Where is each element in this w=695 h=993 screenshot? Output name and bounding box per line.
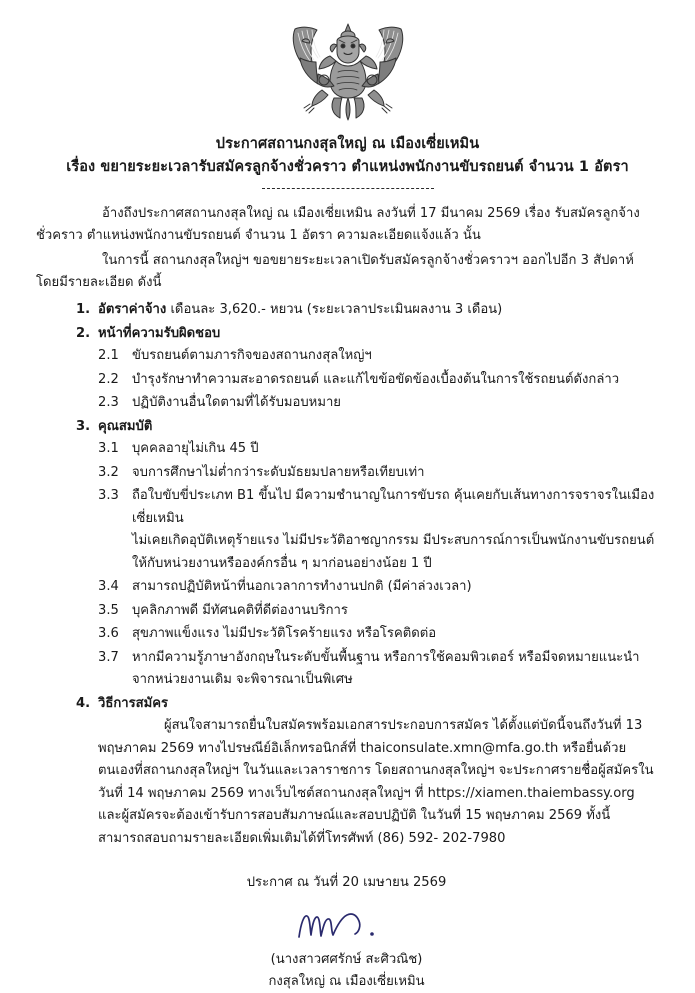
section-item-4 bbox=[36, 693, 657, 851]
subitem-number-2-3: 2.3 bbox=[98, 395, 119, 411]
subitem-number-3-1: 3.1 bbox=[98, 441, 119, 457]
signatory-name: (นางสาวศศรักษ์ สะศิวณิช) bbox=[270, 951, 423, 967]
subitem-3-6 bbox=[98, 623, 657, 646]
signature-block bbox=[36, 872, 657, 993]
section-title-rest-1: เดือนละ 3,620.- หยวน (ระยะเวลาประเมินผลงาน 3 เดือน) bbox=[166, 302, 503, 317]
subitems-list-3 bbox=[98, 438, 657, 692]
subitem-number-3-4: 3.4 bbox=[98, 579, 119, 595]
garuda-emblem bbox=[282, 14, 414, 126]
subitem-number-2-2: 2.2 bbox=[98, 371, 119, 387]
subitem-text-3-3-continued: ไม่เคยเกิดอุบัติเหตุร้ายแรง ไม่มีประวัติอาชญากรรม มีประสบการณ์การเป็นพนักงานขับรถยนต์ ให้กับหน่วยงานหรือองค์กรอื่น ๆ มาก่อนอย่างน้อย 1 ปี bbox=[132, 533, 655, 571]
subitem-number-3-5: 3.5 bbox=[98, 602, 119, 618]
section-number-3: 3. bbox=[76, 418, 91, 434]
dashed-divider bbox=[262, 188, 434, 189]
emblem-container bbox=[0, 0, 695, 126]
subitem-text-3-2: จบการศึกษาไม่ต่ำกว่าระดับมัธยมปลายหรือเทียบเท่า bbox=[132, 464, 425, 480]
intro-paragraph-2-text: ในการนี้ สถานกงสุลใหญ่ฯ ขอขยายระยะเวลาเปิดรับสมัครลูกจ้างชั่วคราวฯ ออกไปอีก 3 สัปดาห์ โดยมีรายละเอียด ดังนี้ bbox=[36, 252, 634, 291]
subitem-2-1 bbox=[98, 345, 657, 368]
announcement-date: ประกาศ ณ วันที่ 20 เมษายน 2569 bbox=[246, 875, 447, 891]
section-number-4: 4. bbox=[76, 695, 91, 711]
subitem-text-2-3: ปฏิบัติงานอื่นใดตามที่ได้รับมอบหมาย bbox=[132, 395, 341, 411]
subitem-text-3-4: สามารถปฏิบัติหน้าที่นอกเวลาการทำงานปกติ (มีค่าล่วงเวลา) bbox=[132, 579, 472, 595]
subitems-list-2 bbox=[98, 345, 657, 415]
subitem-3-3 bbox=[98, 485, 657, 575]
subitem-3-1 bbox=[98, 438, 657, 461]
subitem-text-3-1: บุคคลอายุไม่เกิน 45 ปี bbox=[132, 441, 259, 457]
section-number-2: 2. bbox=[76, 325, 91, 341]
subitem-text-3-3: ถือใบขับขี่ประเภท B1 ขึ้นไป มีความชำนาญในการขับรถ คุ้นเคยกับเส้นทางการจราจรในเมืองเซี่ยเหมิน bbox=[132, 488, 655, 526]
subitem-text-3-7: หากมีความรู้ภาษาอังกฤษในระดับขั้นพื้นฐาน หรือการใช้คอมพิวเตอร์ หรือมีจดหมายแนะนำ bbox=[132, 649, 640, 665]
subitem-3-5 bbox=[98, 600, 657, 623]
handwritten-signature bbox=[36, 901, 657, 947]
section-item-1 bbox=[36, 299, 657, 322]
subitem-2-3 bbox=[98, 392, 657, 415]
subitem-3-4 bbox=[98, 576, 657, 599]
document-body bbox=[0, 203, 695, 993]
subitem-number-3-6: 3.6 bbox=[98, 626, 119, 642]
subitem-text-3-7-continued: จากหน่วยงานเดิม จะพิจารณาเป็นพิเศษ bbox=[132, 672, 353, 688]
intro-paragraph-1 bbox=[36, 203, 657, 248]
section-title-4: วิธีการสมัคร bbox=[98, 695, 169, 711]
subitem-number-3-7: 3.7 bbox=[98, 649, 119, 665]
signatory-role: กงสุลใหญ่ ณ เมืองเซี่ยเหมิน bbox=[268, 973, 425, 989]
intro-paragraph-2 bbox=[36, 250, 657, 295]
subitem-text-2-2: บำรุงรักษาทำความสะอาดรถยนต์ และแก้ไขข้อขัดข้องเบื้องต้นในการใช้รถยนต์ดังกล่าว bbox=[132, 371, 620, 387]
subitem-3-2 bbox=[98, 462, 657, 485]
subitem-text-3-5: บุคลิกภาพดี มีทัศนคติที่ดีต่องานบริการ bbox=[132, 602, 348, 618]
section-item-3 bbox=[36, 416, 657, 692]
section-4-paragraph bbox=[98, 715, 657, 850]
sections-list bbox=[36, 299, 657, 850]
document-heading bbox=[0, 134, 695, 189]
signature-mark bbox=[287, 903, 407, 945]
subitem-3-7 bbox=[98, 647, 657, 692]
section-title-2: หน้าที่ความรับผิดชอบ bbox=[98, 325, 221, 341]
subitem-number-3-3: 3.3 bbox=[98, 488, 119, 504]
intro-paragraph-1-text: อ้างถึงประกาศสถานกงสุลใหญ่ ณ เมืองเซี่ยเหมิน ลงวันที่ 17 มีนาคม 2569 เรื่อง รับสมัครลูกจ้างชั่วคราว ตำแหน่งพนักงานขับรถยนต์ จำนวน 1 อัตรา ความละเอียดแจ้งแล้ว นั้น bbox=[36, 205, 640, 244]
subitem-number-3-2: 3.2 bbox=[98, 464, 119, 480]
subitem-number-2-1: 2.1 bbox=[98, 348, 119, 364]
subitem-text-3-6: สุขภาพแข็งแรง ไม่มีประวัติโรคร้ายแรง หรือโรคติดต่อ bbox=[132, 626, 437, 642]
section-4-paragraph-text: ผู้สนใจสามารถยื่นใบสมัครพร้อมเอกสารประกอบการสมัคร ได้ตั้งแต่บัดนี้จนถึงวันที่ 13 พฤษภาคม 2569 ทางไปรษณีย์อิเล็กทรอนิกส์ที่ thaiconsulate.xmn@mfa.go.th หรือยื่นด้วยตนเองที่สถานกงสุลใหญ่ฯ ในวันและเวลาราชการ โดยสถานกงสุลใหญ่ฯ จะประกาศรายชื่อผู้สมัครในวันที่ 14 พฤษภาคม 2569 ทางเว็บไซต์สถานกงสุลใหญ่ฯ ที่ https://xiamen.thaiembassy.org และผู้สมัครจะต้องเข้ารับการสอบสัมภาษณ์และสอบปฏิบัติ ในวันที่ 15 พฤษภาคม 2569 ทั้งนี้ สามารถสอบถามรายละเอียดเพิ่มเติมได้ที่โทรศัพท์ (86) 592- 202-7980 bbox=[98, 718, 654, 846]
subitem-text-2-1: ขับรถยนต์ตามภารกิจของสถานกงสุลใหญ่ฯ bbox=[132, 348, 372, 364]
section-title-1: อัตราค่าจ้าง bbox=[98, 302, 167, 317]
heading-line-2: เรื่อง ขยายระยะเวลารับสมัครลูกจ้างชั่วคราว ตำแหน่งพนักงานขับรถยนต์ จำนวน 1 อัตรา bbox=[66, 158, 629, 175]
section-title-3: คุณสมบัติ bbox=[98, 418, 153, 434]
section-number-1: 1. bbox=[76, 302, 91, 317]
section-item-2 bbox=[36, 323, 657, 415]
heading-line-1: ประกาศสถานกงสุลใหญ่ ณ เมืองเซี่ยเหมิน bbox=[215, 136, 480, 152]
subitem-2-2 bbox=[98, 369, 657, 392]
